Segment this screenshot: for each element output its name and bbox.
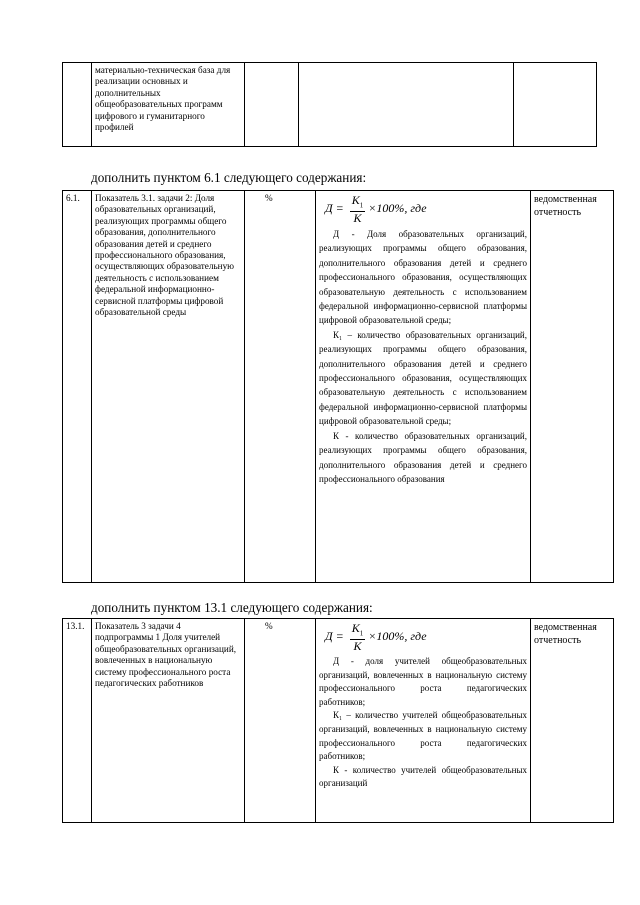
method-cell: [316, 191, 531, 583]
table-row: [63, 619, 614, 823]
formula-fraction: [350, 194, 366, 224]
indicator-table-6-1: [62, 190, 614, 583]
formula-lhs: Д: [325, 201, 333, 216]
method-cell: [316, 619, 531, 823]
item-number: 13.1.: [63, 619, 92, 823]
formula: [325, 192, 527, 226]
number-cell: [63, 63, 92, 147]
definition-paragraph: Д - доля учителей общеобразовательных организаций, вовлеченных в национальную систему профессионального роста педагогических работников;: [319, 656, 527, 707]
indicator-table-13-1: [62, 618, 614, 823]
definition-paragraph: К - количество образовательных организаций, реализующих программы общего образования, дополнительного образования детей и среднего профессионального образования: [319, 430, 527, 484]
table-row: [63, 191, 614, 583]
formula-equals: =: [332, 201, 347, 216]
definition-paragraph: К₁ – количество учителей общеобразовательных организаций, вовлеченных в национальную систему профессионального роста педагогических работников;: [319, 710, 527, 762]
unit-cell: [245, 63, 299, 147]
formula-numerator: K: [351, 192, 360, 207]
item-number: 6.1.: [63, 191, 92, 583]
indicator-cell: [92, 63, 245, 147]
formula-tail: ×100%, где: [368, 201, 427, 216]
formula-denominator: K: [353, 639, 362, 654]
table-row: [63, 63, 597, 147]
section-caption-6-1: дополнить пунктом 6.1 следующего содержания:: [91, 170, 367, 185]
formula-tail: ×100%, где: [368, 629, 427, 644]
formula-numerator: K: [351, 620, 360, 635]
unit-cell: %: [245, 619, 316, 823]
source-cell: ведомственная отчетность: [531, 191, 614, 583]
section-caption-13-1: дополнить пунктом 13.1 следующего содержания:: [91, 600, 373, 615]
method-cell: [299, 63, 514, 147]
definition-paragraph: Д - Доля образовательных организаций, реализующих программы общего образования, дополнительного образования детей и среднего профессионального образования, осуществляющих образовательную деятельность с использованием федеральной информационно-сервисной платформы цифровой образовательной среды;: [319, 229, 527, 326]
definition-paragraph: К₁ – количество образовательных организаций, реализующих программы общего образования, дополнительного образования детей и среднего профессионального образования, осуществляющих образовательную деятельность с использованием федеральной информационно-сервисной платформы цифровой образовательной среды;: [319, 329, 527, 427]
definition-paragraph: К - количество учителей общеобразовательных организаций: [319, 764, 527, 789]
formula-numerator-sub: 1: [359, 629, 364, 638]
formula: [325, 620, 527, 654]
indicator-cell: [92, 619, 245, 823]
formula-equals: =: [332, 629, 347, 644]
formula-fraction: [350, 622, 366, 652]
formula-lhs: Д: [325, 629, 333, 644]
source-cell: [514, 63, 597, 147]
source-cell: ведомственная отчетность: [531, 619, 614, 823]
indicator-text: материально-техническая база для реализации основных и дополнительных общеобразовательных программ цифрового и гуманитарного профилей: [95, 65, 231, 133]
formula-numerator-sub: 1: [359, 201, 364, 210]
continuation-table: [62, 62, 597, 147]
indicator-cell: [92, 191, 245, 583]
unit-cell: %: [245, 191, 316, 583]
indicator-text: Показатель 3.1. задачи 2: Доля образовательных организаций, реализующих программы общего образования, дополнительного образования детей и среднего профессионального образования, осуществляющих образовательную деятельность с использованием федеральной информационно-сервисной платформы цифровой образовательной среды: [95, 193, 235, 318]
indicator-text: Показатель 3 задачи 4 подпрограммы 1 Доля учителей общеобразовательных организаций, вовлеченных в национальную систему профессионального роста педагогических работников: [95, 621, 237, 689]
formula-denominator: K: [353, 211, 362, 226]
